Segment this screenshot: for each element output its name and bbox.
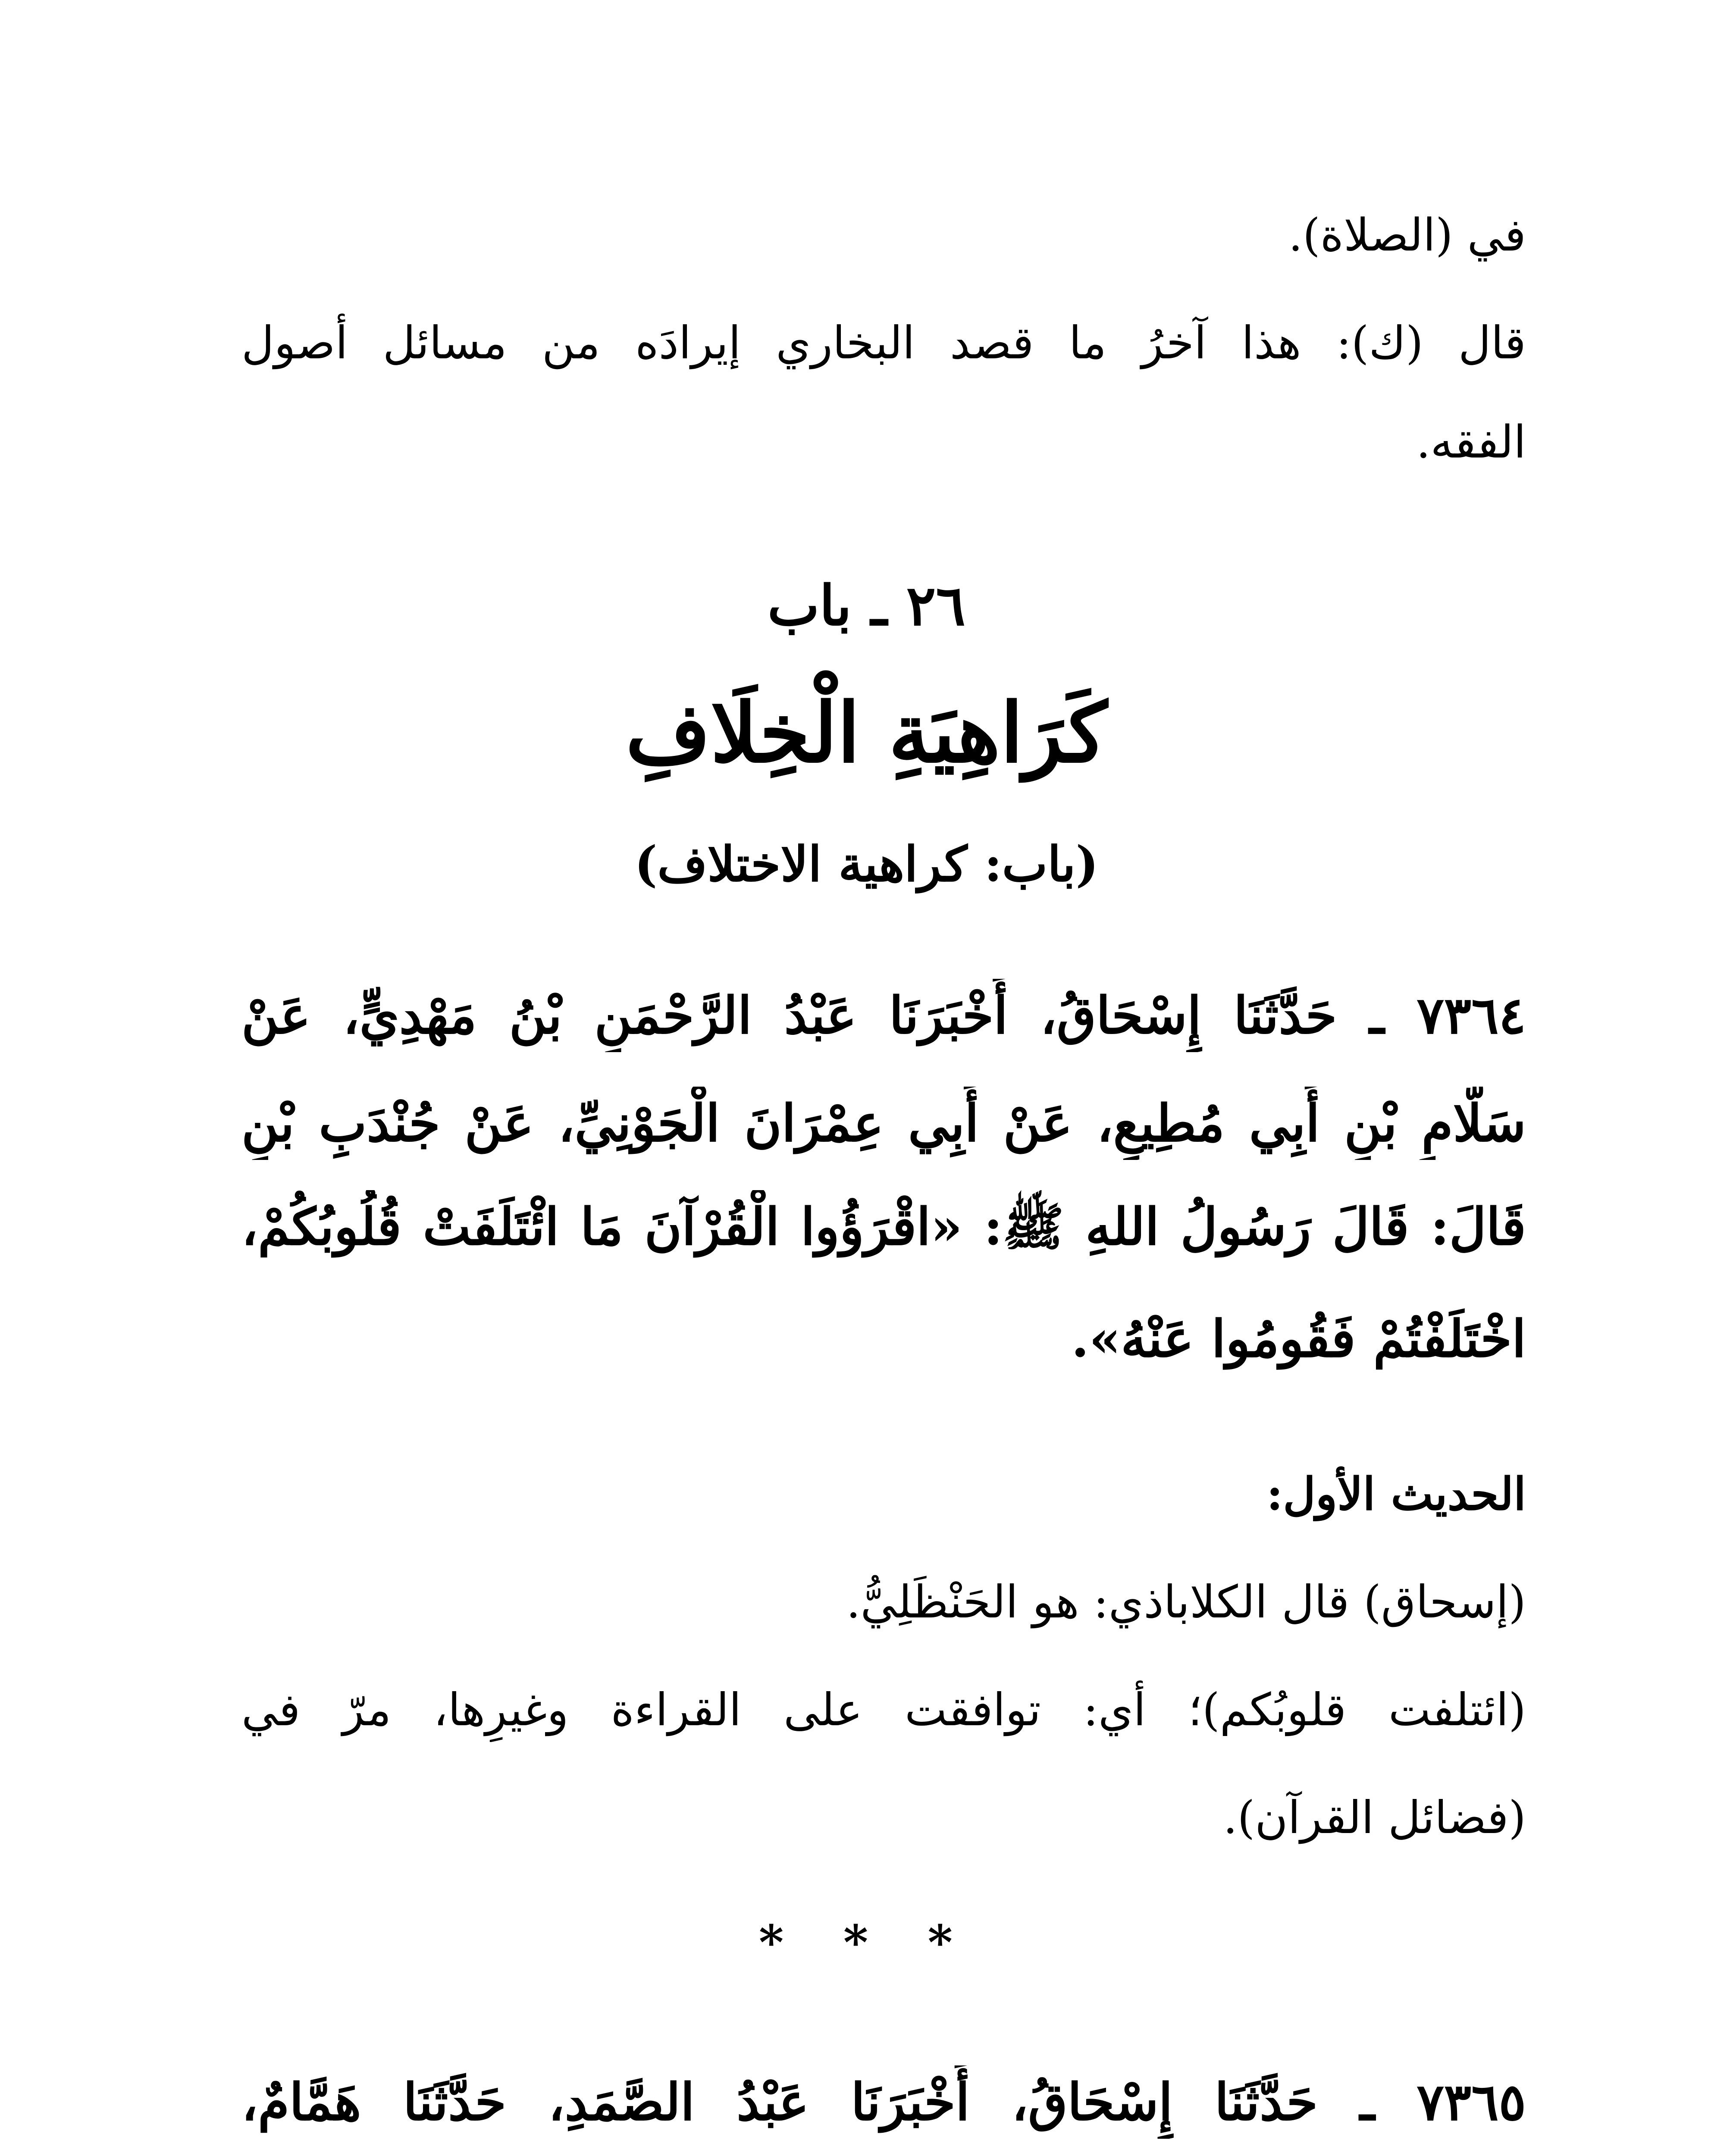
intro-line-3: الفقه. (1416, 416, 1526, 468)
commentary-heading: الحديث الأول: (1266, 1467, 1526, 1520)
intro-line-2: قال (ك): هذا آخرُ ما قصد البخاري إيرادَه من مسائل أصول (241, 317, 1526, 369)
intro-line-1: في (الصلاة). (1288, 209, 1526, 261)
commentary-line-3: (فضائل القرآن). (1223, 1791, 1526, 1844)
section-separator: * * * (758, 1915, 975, 1970)
hadith-7364-line-3: قَالَ: قَالَ رَسُولُ اللهِ ﷺ: «اقْرَؤُوا الْقُرْآنَ مَا ائْتَلَفَتْ قُلُوبُكُمْ، (241, 1197, 1526, 1257)
commentary-line-2: (ائتلفت قلوبُكم)؛ أي: توافقت على القراءة وغيرِها، مرّ في (241, 1683, 1526, 1736)
commentary-line-1: (إسحاق) قال الكلاباذي: هو الحَنْظَلِيُّ. (846, 1576, 1526, 1628)
chapter-title: كَرَاهِيَةِ الْخِلَافِ (625, 685, 1108, 781)
hadith-7365-line-1: ٧٣٦٥ ـ حَدَّثَنَا إِسْحَاقُ، أَخْبَرَنَا عَبْدُ الصَّمَدِ، حَدَّثَنَا هَمَّامٌ، (241, 2072, 1526, 2132)
chapter-number: ٢٦ ـ باب (767, 573, 966, 638)
chapter-subtitle: (باب: كراهية الاختلاف) (634, 836, 1099, 893)
hadith-7364-line-2: سَلَّامِ بْنِ أَبِي مُطِيعٍ، عَنْ أَبِي عِمْرَانَ الْجَوْنِيِّ، عَنْ جُنْدَبِ بْنِ (241, 1093, 1526, 1153)
hadith-7364-line-4: اخْتَلَفْتُمْ فَقُومُوا عَنْهُ». (1071, 1309, 1526, 1369)
hadith-7364-line-1: ٧٣٦٤ ـ حَدَّثَنَا إِسْحَاقُ، أَخْبَرَنَا عَبْدُ الرَّحْمَنِ بْنُ مَهْدِيٍّ، عَنْ (241, 985, 1526, 1045)
